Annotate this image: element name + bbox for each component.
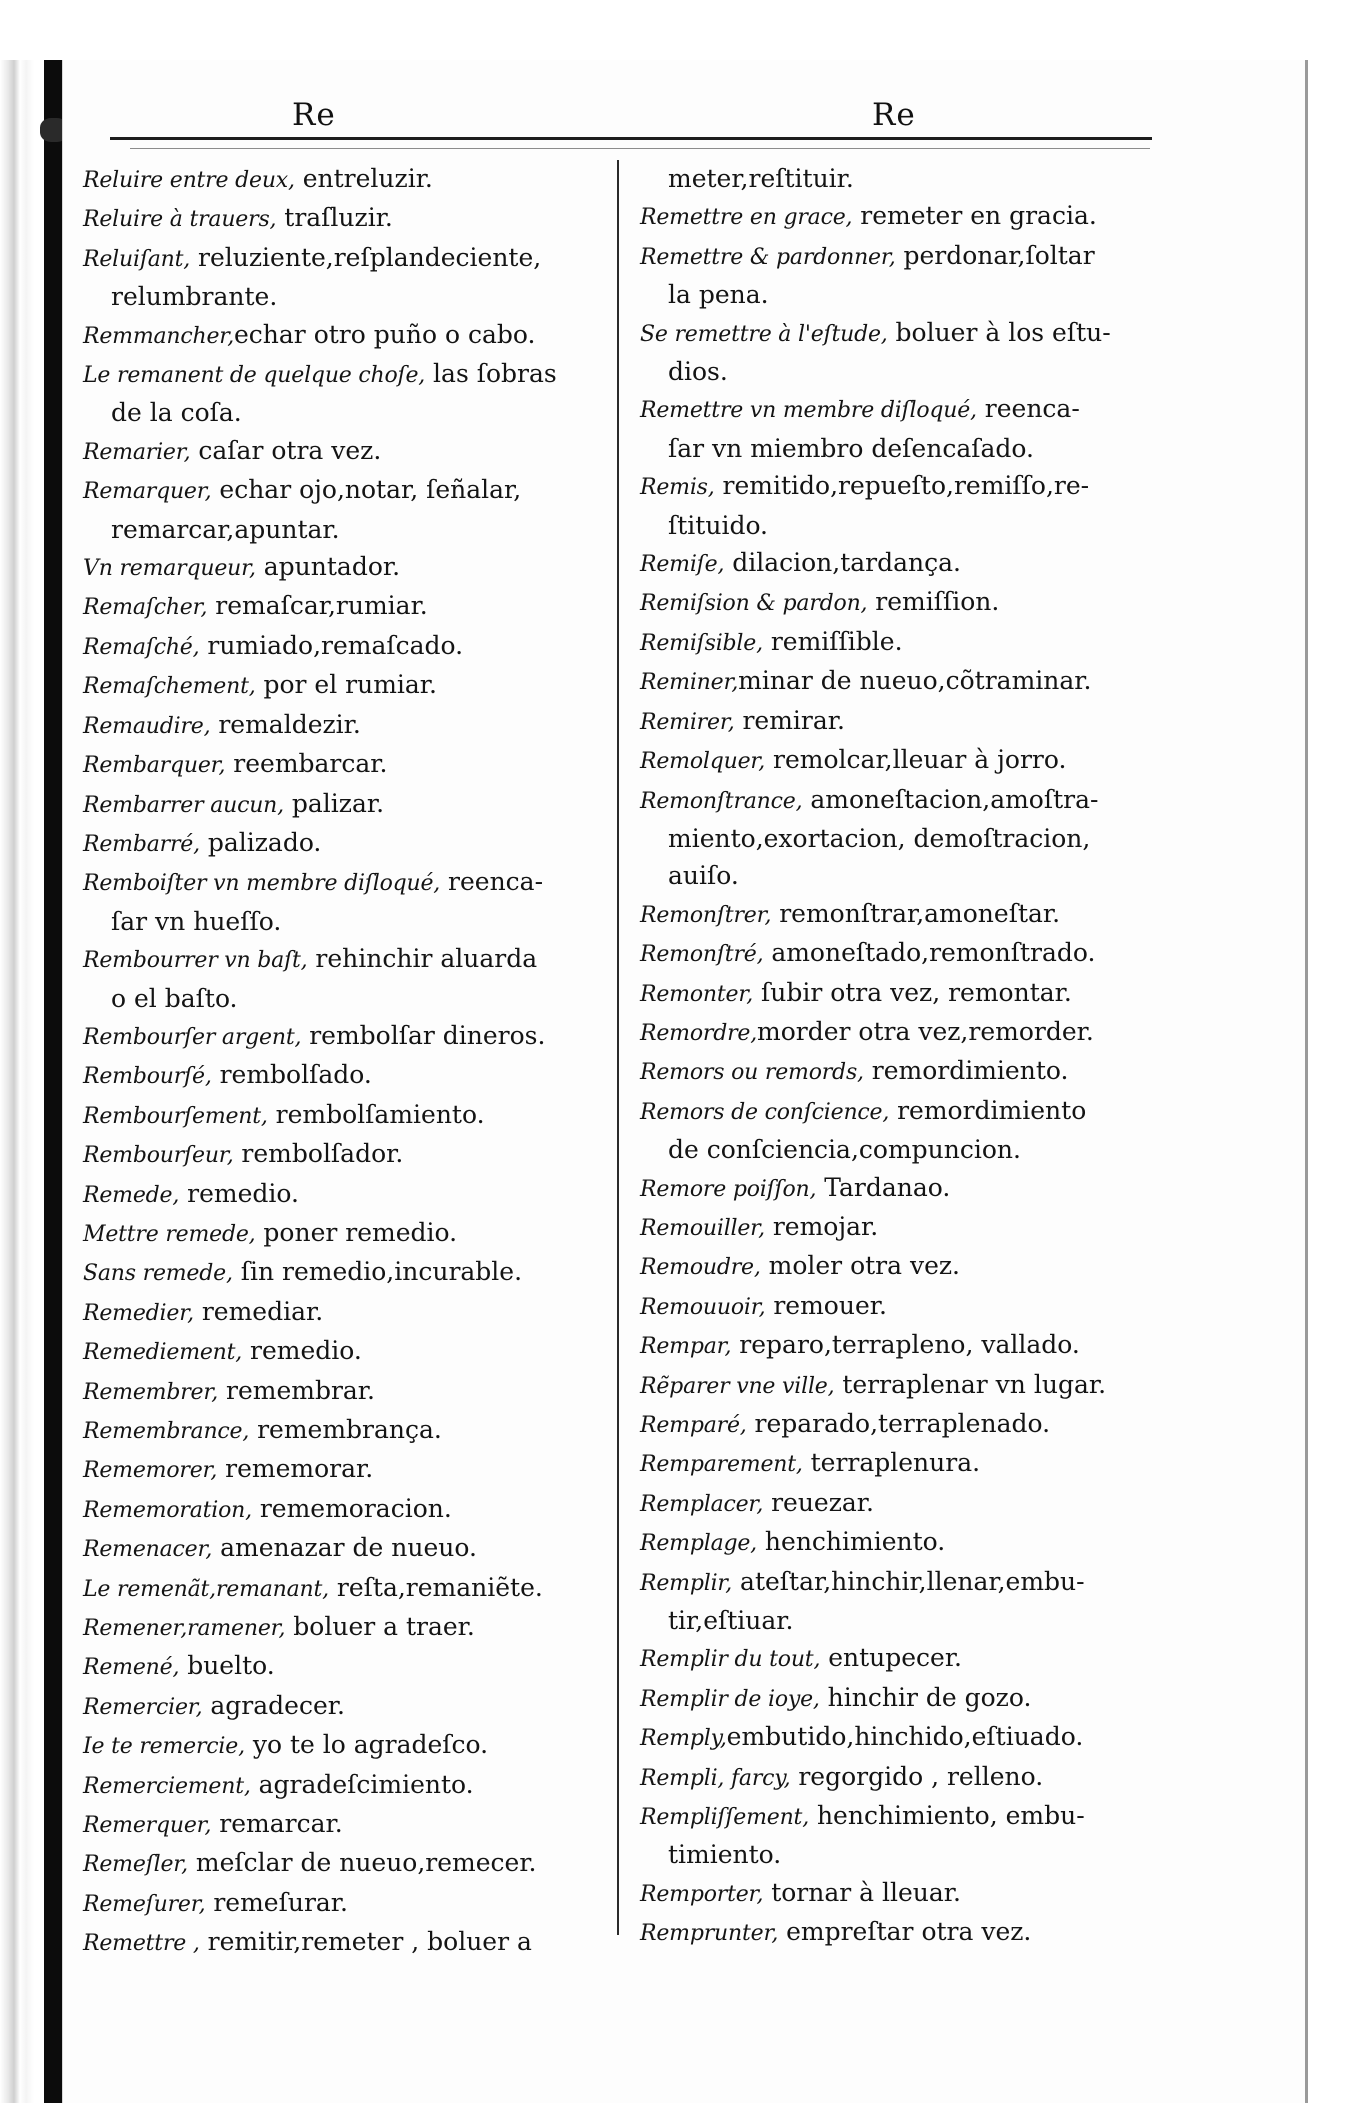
header-rule-thin [130,148,1150,149]
dictionary-entry [640,1366,1200,1405]
entry-translation: remediar. [193,1296,324,1326]
entry-translation: boluer a traer. [285,1612,475,1642]
dictionary-entry [83,1017,618,1056]
dictionary-entry [83,1805,618,1844]
entry-headword: Remettre vn membre diſloqué, [640,398,977,424]
entry-headword: Reluire à trauers, [83,207,277,233]
entry-headword: Remprunter, [640,1921,779,1947]
entry-translation: de conſciencia,compuncion. [668,1135,1021,1165]
dictionary-entry [640,1639,1200,1678]
entry-headword: Le remenãt,remanant, [83,1576,329,1602]
entry-translation: reluziente,reſplandeciente, [190,242,542,272]
dictionary-entry [83,239,618,278]
header-rule [110,137,1152,140]
dictionary-entry [640,1797,1200,1836]
entry-headword: Rememorer, [83,1458,218,1484]
dictionary-entry [83,1569,618,1608]
running-head-right: Re [872,97,916,133]
dictionary-entry [640,353,1200,390]
dictionary-entry [83,1647,618,1686]
dictionary-entry [640,544,1200,583]
entry-translation: rumiado,remaſcado. [199,630,464,660]
entry-translation: relumbrante. [111,282,278,312]
entry-headword: Sans remede, [83,1261,233,1287]
entry-headword: Rembourſé, [83,1064,212,1090]
dictionary-entry [640,1287,1200,1326]
entry-translation: rememorar. [217,1454,374,1484]
dictionary-entry [83,706,618,745]
entry-headword: Remplage, [640,1531,757,1557]
dictionary-entry [83,1608,618,1647]
dictionary-entry [83,278,618,315]
entry-translation: meſclar de nueuo,remecer. [187,1848,537,1878]
entry-headword: Remeſler, [83,1852,188,1878]
entry-headword: Remonſtrer, [640,902,772,928]
entry-headword: Remiſe, [640,552,725,578]
dictionary-entry [83,1135,618,1174]
dictionary-entry [640,1563,1200,1602]
entry-translation: moler otra vez. [760,1251,961,1281]
dictionary-entry [83,1372,618,1411]
entry-headword: Reminer, [640,670,739,696]
dictionary-entry [640,934,1200,973]
dictionary-entry [640,1326,1200,1365]
entry-translation: rememoracion. [251,1493,452,1523]
entry-translation: por el rumiar. [255,670,437,700]
dictionary-entry [640,662,1200,701]
entry-translation: poner remedio. [255,1217,458,1247]
entry-headword: Vn remarqueur, [83,556,256,582]
entry-translation: morder otra vez,remorder. [757,1016,1094,1046]
entry-translation: ſar vn miembro deſencaſado. [668,433,1034,463]
dictionary-entry [640,1169,1200,1208]
entry-headword: Remouuoir, [640,1294,766,1320]
entry-translation: embutido,hinchido,eſtiuado. [726,1722,1084,1752]
dictionary-entry [640,1405,1200,1444]
dictionary-entry [640,1913,1200,1952]
entry-translation: remeſurar. [205,1887,348,1917]
entry-translation: henchimiento. [756,1527,946,1557]
entry-translation: remedio. [179,1178,299,1208]
entry-translation: rembolſado. [211,1060,372,1090]
dictionary-entry [640,160,1200,197]
entry-translation: perdonar,ſoltar [895,240,1095,270]
entry-headword: Remparement, [640,1452,803,1478]
entry-translation: ſin remedio,incurable. [232,1257,523,1287]
entry-headword: Remonſtrance, [640,788,803,814]
dictionary-entry [640,820,1200,857]
dictionary-entry [640,467,1200,506]
entry-translation: entreluzir. [294,164,433,193]
dictionary-entry [640,1602,1200,1639]
entry-headword: Remolquer, [640,749,766,775]
entry-headword: Remerciement, [83,1773,251,1799]
dictionary-entry [640,1444,1200,1483]
entry-headword: Rembourſer argent, [83,1024,302,1050]
entry-translation: terraplenura. [802,1448,981,1478]
dictionary-entry [83,316,618,355]
entry-translation: echar ojo,notar, ſeñalar, [211,475,522,505]
entry-translation: tornar à lleuar. [763,1877,961,1907]
entry-translation: agradecer. [202,1690,345,1720]
entry-headword: Remediement, [83,1340,243,1366]
entry-headword: Remedier, [83,1300,194,1326]
dictionary-entry [83,627,618,666]
dictionary-entry [83,745,618,784]
entry-translation: reembarcar. [225,749,388,779]
dictionary-entry [640,781,1200,820]
entry-headword: Remembrer, [83,1379,219,1405]
entry-headword: Remercier, [83,1694,203,1720]
dictionary-entry [640,583,1200,622]
dictionary-entry [83,666,618,705]
entry-translation: dilacion,tardança. [724,548,961,578]
dictionary-entry [640,390,1200,429]
dictionary-entry [83,160,618,199]
entry-headword: Remaudire, [83,713,211,739]
entry-translation: auiſo. [668,861,739,891]
entry-translation: la pena. [668,280,769,310]
dictionary-entry [83,394,618,431]
dictionary-entry [83,1687,618,1726]
entry-translation: remarcar. [211,1809,343,1839]
entry-headword: Remarier, [83,439,191,465]
dictionary-entry [83,1490,618,1529]
entry-headword: Remettre & pardonner, [640,244,896,270]
entry-translation: hinchir de gozo. [819,1682,1032,1712]
running-head-left: Re [292,97,336,133]
dictionary-entry [83,1175,618,1214]
entry-translation: ſubir otra vez, remontar. [753,977,1072,1007]
entry-translation: yo te lo agradeſco. [244,1730,489,1760]
entry-headword: Rembourrer vn baſt, [83,948,308,974]
entry-translation: ateſtar,hinchir,llenar,embu- [732,1566,1085,1596]
entry-headword: Remouiller, [640,1215,765,1241]
entry-headword: Le remanent de quelque choſe, [83,363,426,389]
entry-headword: Remors ou remords, [640,1060,864,1086]
right-column [640,160,1200,1947]
entry-headword: Remmancher, [83,323,234,349]
entry-translation: minar de nueuo,cõtraminar. [738,666,1092,696]
entry-translation: miento,exortacion, demoſtracion, [668,823,1091,853]
entry-translation: entupecer. [820,1643,962,1673]
dictionary-entry [640,1052,1200,1091]
dictionary-entry [640,741,1200,780]
entry-headword: Remerquer, [83,1813,212,1839]
entry-translation: terraplenar vn lugar. [834,1369,1107,1399]
entry-headword: Remore poiſſon, [640,1176,817,1202]
entry-headword: Se remettre à l'eſtude, [640,321,888,347]
entry-headword: Remplir du tout, [640,1647,821,1673]
entry-translation: remonſtrar,amoneſtar. [771,898,1061,928]
entry-headword: Remis, [640,475,715,501]
dictionary-entry [640,1092,1200,1131]
dictionary-entry [640,1208,1200,1247]
dictionary-entry [640,276,1200,313]
entry-headword: Remiſsible, [640,630,763,656]
entry-headword: Mettre remede, [83,1221,256,1247]
entry-headword: Remede, [83,1182,180,1208]
entry-headword: Reluire entre deux, [83,168,295,193]
entry-headword: Remboiſter vn membre diſloqué, [83,871,441,897]
entry-headword: Rememoration, [83,1497,252,1523]
entry-translation: dios. [668,357,728,387]
entry-translation: remaſcar,rumiar. [207,591,428,621]
entry-translation: Tardanao. [816,1172,951,1202]
entry-translation: remirar. [734,705,845,735]
entry-translation: reparo,terrapleno, vallado. [731,1330,1080,1360]
entry-translation: tir,eſtiuar. [668,1606,794,1636]
entry-translation: las ſobras [425,359,557,389]
entry-translation: de la coſa. [111,398,242,428]
entry-headword: Rembourſeur, [83,1143,234,1169]
entry-headword: Remplir de ioye, [640,1686,820,1712]
dictionary-entry [640,430,1200,467]
entry-translation: o el baſto. [111,983,238,1013]
entry-headword: Remaſchement, [83,674,256,700]
dictionary-entry [83,1332,618,1371]
entry-translation: reparado,terraplenado. [746,1409,1051,1438]
entry-translation: timiento. [668,1840,782,1870]
entry-translation: buelto. [179,1651,275,1681]
entry-translation: reenca- [976,394,1080,424]
dictionary-entry [83,1450,618,1489]
dictionary-entry [83,355,618,394]
entry-translation: rembolſador. [233,1139,404,1169]
dictionary-entry [83,1253,618,1292]
entry-translation: boluer à los eſtu- [887,317,1111,347]
entry-translation: remojar. [764,1211,879,1241]
dictionary-entry [83,199,618,238]
left-column [83,160,618,1957]
entry-translation: remembrar. [218,1375,375,1405]
dictionary-entry [640,507,1200,544]
entry-headword: Ie te remercie, [83,1734,245,1760]
dictionary-entry [640,857,1200,894]
entry-headword: Remembrance, [83,1419,250,1444]
entry-headword: Reluiſant, [83,246,191,272]
entry-headword: Rembarrer aucun, [83,792,284,818]
entry-translation: remembrança. [249,1415,442,1444]
dictionary-entry [640,702,1200,741]
page-edge [1305,60,1308,2103]
dictionary-entry [83,863,618,902]
entry-headword: Remaſcher, [83,595,208,621]
entry-translation: remiſſible. [762,626,903,656]
dictionary-entry [83,432,618,471]
entry-headword: Remparé, [640,1413,747,1438]
dictionary-entry [83,1411,618,1450]
entry-translation: remeter en gracia. [852,201,1097,231]
entry-translation: remarcar,apuntar. [111,514,340,544]
dictionary-entry [83,1766,618,1805]
entry-translation: rembolſamiento. [267,1099,485,1129]
entry-translation: remouer. [765,1290,887,1320]
dictionary-entry [640,1758,1200,1797]
entry-headword: Remonſtré, [640,942,764,968]
dictionary-entry [640,1131,1200,1168]
entry-headword: Remeſurer, [83,1891,206,1917]
dictionary-entry [640,1679,1200,1718]
dictionary-entry [83,471,618,510]
entry-headword: Remiſsion & pardon, [640,591,868,617]
entry-translation: palizar. [283,788,385,818]
entry-translation: remiſſion. [867,587,1000,617]
entry-translation: remitir,remeter , boluer a [199,1927,532,1957]
book-spine [0,60,34,2103]
entry-translation: henchimiento, embu- [809,1801,1085,1831]
entry-translation: remolcar,lleuar à jorro. [765,745,1067,775]
dictionary-entry [83,1923,618,1962]
dictionary-entry [83,940,618,979]
dictionary-entry [83,1884,618,1923]
entry-headword: Rempli, farcy, [640,1765,791,1791]
dictionary-entry [83,824,618,863]
dictionary-entry [83,548,618,587]
entry-translation: meter,reſtituir. [668,164,854,193]
dictionary-entry [83,903,618,940]
entry-headword: Remené, [83,1655,180,1681]
entry-headword: Remonter, [640,981,754,1007]
dictionary-entry [640,1247,1200,1286]
entry-translation: rehinchir aluarda [307,944,538,974]
dictionary-entry [640,197,1200,236]
column-divider [617,160,619,1935]
entry-translation: palizado. [199,827,322,857]
entry-translation: remordimiento [889,1095,1087,1125]
dictionary-entry [640,974,1200,1013]
entry-headword: Rempar, [640,1334,732,1360]
entry-translation: agradeſcimiento. [250,1769,474,1799]
entry-headword: Remordre, [640,1020,758,1046]
dictionary-entry [640,1013,1200,1052]
dictionary-entry [640,1718,1200,1757]
entry-translation: remitido,repueſto,remiſſo,re- [714,471,1090,501]
entry-headword: Rempliſſement, [640,1805,809,1831]
entry-headword: Remarquer, [83,479,212,505]
entry-translation: reuezar. [763,1487,874,1517]
dictionary-entry [640,1874,1200,1913]
entry-headword: Remirer, [640,709,735,735]
dictionary-entry [83,1529,618,1568]
dictionary-entry [83,1056,618,1095]
entry-headword: Remener,ramener, [83,1616,286,1642]
dictionary-entry [83,587,618,626]
entry-translation: amenazar de nueuo. [212,1533,477,1563]
entry-headword: Rembourſement, [83,1103,268,1129]
entry-headword: Remplacer, [640,1491,764,1517]
entry-headword: Remors de conſcience, [640,1099,890,1125]
entry-headword: Rembarré, [83,831,200,857]
entry-headword: Remoudre, [640,1255,761,1281]
entry-headword: Remenacer, [83,1537,213,1563]
dictionary-entry [83,1293,618,1332]
dictionary-entry [640,1523,1200,1562]
dictionary-entry [640,895,1200,934]
dictionary-entry [83,1096,618,1135]
entry-headword: Remporter, [640,1881,764,1907]
entry-headword: Rẽparer vne ville, [640,1373,835,1399]
entry-headword: Remaſché, [83,634,200,660]
entry-translation: reenca- [440,867,544,897]
dictionary-entry [640,1484,1200,1523]
dictionary-entry [83,1214,618,1253]
entry-translation: amoneſtado,remonſtrado. [763,938,1096,968]
entry-headword: Remply, [640,1726,727,1752]
entry-translation: remaldezir. [210,709,361,739]
entry-headword: Remettre en grace, [640,205,853,231]
dictionary-entry [83,511,618,548]
dictionary-entry [640,237,1200,276]
entry-headword: Remettre , [83,1931,200,1957]
dictionary-entry [83,980,618,1017]
dictionary-entry [640,1836,1200,1873]
entry-headword: Rembarquer, [83,753,226,779]
entry-translation: remedio. [242,1336,362,1366]
entry-translation: amoneſtacion,amoſtra- [802,784,1099,814]
entry-translation: apuntador. [255,552,401,582]
dictionary-entry [83,785,618,824]
dictionary-entry [83,1844,618,1883]
entry-headword: Remplir, [640,1570,733,1596]
entry-translation: rembolſar dineros. [301,1020,546,1050]
entry-translation: empreſtar otra vez. [778,1917,1032,1947]
dictionary-entry [640,314,1200,353]
entry-translation: ſar vn hueſſo. [111,906,282,936]
entry-translation: reſta,remaniẽte. [328,1572,543,1602]
gutter-shadow [44,60,62,2103]
entry-translation: echar otro puño o cabo. [234,319,536,349]
entry-translation: traſluzir. [276,203,393,233]
entry-translation: remordimiento. [863,1056,1069,1086]
dictionary-entry [83,1726,618,1765]
entry-translation: ſtituido. [668,510,768,540]
dictionary-entry [640,623,1200,662]
entry-translation: caſar otra vez. [190,435,382,465]
entry-translation: regorgido , relleno. [790,1761,1044,1791]
